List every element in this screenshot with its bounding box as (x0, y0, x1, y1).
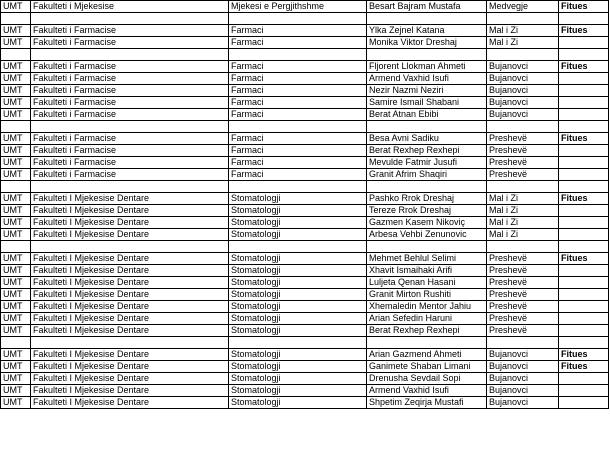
faculty-cell: Fakulteti I Mjekesise Dentare (31, 253, 229, 265)
university-cell: UMT (1, 25, 31, 37)
blank-row (1, 337, 609, 349)
table-row (1, 361, 609, 373)
empty-cell (1, 13, 31, 25)
result-cell: Fitues (559, 61, 609, 73)
university-cell: UMT (1, 349, 31, 361)
empty-cell (1, 337, 31, 349)
program-cell: Stomatologji (229, 301, 367, 313)
result-cell (559, 265, 609, 277)
program-cell: Stomatologji (229, 349, 367, 361)
result-cell: Fitues (559, 133, 609, 145)
result-cell (559, 313, 609, 325)
university-cell: UMT (1, 205, 31, 217)
student-name-cell: Besa Avni Sadiku (367, 133, 487, 145)
table-row (1, 205, 609, 217)
student-name-cell: Granit Afrim Shaqiri (367, 169, 487, 181)
table-row (1, 397, 609, 409)
result-cell (559, 289, 609, 301)
table-row (1, 109, 609, 121)
table-row (1, 193, 609, 205)
table-row (1, 37, 609, 49)
municipality-cell: Bujanovci (487, 373, 559, 385)
faculty-cell: Fakulteti I Mjekesise Dentare (31, 265, 229, 277)
student-name-cell: Nezir Nazmi Neziri (367, 85, 487, 97)
student-name-cell: Arian Sefedin Haruni (367, 313, 487, 325)
program-cell: Farmaci (229, 133, 367, 145)
municipality-cell: Preshevë (487, 325, 559, 337)
empty-cell (31, 121, 229, 133)
table-row (1, 1, 609, 13)
student-name-cell: Drenusha Sevdail Sopi (367, 373, 487, 385)
table-row (1, 73, 609, 85)
faculty-cell: Fakulteti I Mjekesise Dentare (31, 373, 229, 385)
university-cell: UMT (1, 109, 31, 121)
program-cell: Farmaci (229, 37, 367, 49)
empty-cell (229, 181, 367, 193)
student-name-cell: Pashko Rrok Dreshaj (367, 193, 487, 205)
municipality-cell: Medvegje (487, 1, 559, 13)
empty-cell (487, 241, 559, 253)
municipality-cell: Mal i Zi (487, 229, 559, 241)
program-cell: Farmaci (229, 73, 367, 85)
table-row (1, 325, 609, 337)
student-name-cell: Samire Ismail Shabani (367, 97, 487, 109)
program-cell: Farmaci (229, 25, 367, 37)
empty-cell (559, 337, 609, 349)
empty-cell (367, 13, 487, 25)
blank-row (1, 121, 609, 133)
student-name-cell: Ylka Zejnel Katana (367, 25, 487, 37)
municipality-cell: Mal i Zi (487, 217, 559, 229)
university-cell: UMT (1, 85, 31, 97)
university-cell: UMT (1, 301, 31, 313)
empty-cell (559, 49, 609, 61)
university-cell: UMT (1, 277, 31, 289)
result-cell (559, 157, 609, 169)
result-cell (559, 301, 609, 313)
empty-cell (1, 121, 31, 133)
result-cell (559, 385, 609, 397)
faculty-cell: Fakulteti I Mjekesise Dentare (31, 289, 229, 301)
empty-cell (367, 181, 487, 193)
result-cell: Fitues (559, 25, 609, 37)
faculty-cell: Fakulteti I Mjekesise Dentare (31, 205, 229, 217)
municipality-cell: Preshevë (487, 253, 559, 265)
faculty-cell: Fakulteti I Mjekesise Dentare (31, 193, 229, 205)
result-cell (559, 73, 609, 85)
program-cell: Stomatologji (229, 313, 367, 325)
faculty-cell: Fakulteti I Mjekesise Dentare (31, 217, 229, 229)
result-cell: Fitues (559, 361, 609, 373)
result-cell (559, 37, 609, 49)
municipality-cell: Bujanovci (487, 73, 559, 85)
student-name-cell: Luljeta Qenan Hasani (367, 277, 487, 289)
result-cell (559, 277, 609, 289)
faculty-cell: Fakulteti i Farmacise (31, 109, 229, 121)
empty-cell (367, 121, 487, 133)
result-cell (559, 217, 609, 229)
municipality-cell: Preshevë (487, 289, 559, 301)
table-row (1, 277, 609, 289)
faculty-cell: Fakulteti i Farmacise (31, 145, 229, 157)
university-cell: UMT (1, 265, 31, 277)
university-cell: UMT (1, 1, 31, 13)
university-cell: UMT (1, 145, 31, 157)
empty-cell (367, 337, 487, 349)
student-name-cell: Tereze Rrok Dreshaj (367, 205, 487, 217)
municipality-cell: Bujanovci (487, 109, 559, 121)
student-name-cell: Fljorent Llokman Ahmeti (367, 61, 487, 73)
result-cell (559, 85, 609, 97)
university-cell: UMT (1, 397, 31, 409)
municipality-cell: Mal i Zi (487, 25, 559, 37)
municipality-cell: Mal i Zi (487, 37, 559, 49)
student-name-cell: Mevulde Fatmir Jusufi (367, 157, 487, 169)
municipality-cell: Preshevë (487, 145, 559, 157)
university-cell: UMT (1, 229, 31, 241)
university-cell: UMT (1, 325, 31, 337)
university-cell: UMT (1, 73, 31, 85)
faculty-cell: Fakulteti i Farmacise (31, 61, 229, 73)
table-row (1, 301, 609, 313)
student-name-cell: Armend Vaxhid Isufi (367, 385, 487, 397)
faculty-cell: Fakulteti I Mjekesise Dentare (31, 229, 229, 241)
faculty-cell: Fakulteti i Farmacise (31, 25, 229, 37)
result-cell: Fitues (559, 193, 609, 205)
empty-cell (31, 49, 229, 61)
result-cell: Fitues (559, 349, 609, 361)
municipality-cell: Bujanovci (487, 361, 559, 373)
university-cell: UMT (1, 97, 31, 109)
result-cell: Fitues (559, 1, 609, 13)
program-cell: Stomatologji (229, 253, 367, 265)
result-cell (559, 169, 609, 181)
university-cell: UMT (1, 133, 31, 145)
result-cell (559, 145, 609, 157)
program-cell: Farmaci (229, 61, 367, 73)
municipality-cell: Preshevë (487, 169, 559, 181)
municipality-cell: Bujanovci (487, 397, 559, 409)
faculty-cell: Fakulteti i Farmacise (31, 133, 229, 145)
empty-cell (559, 13, 609, 25)
municipality-cell: Bujanovci (487, 349, 559, 361)
empty-cell (31, 337, 229, 349)
program-cell: Stomatologji (229, 193, 367, 205)
table-row (1, 97, 609, 109)
university-cell: UMT (1, 157, 31, 169)
faculty-cell: Fakulteti i Farmacise (31, 85, 229, 97)
program-cell: Mjekesi e Pergjithshme (229, 1, 367, 13)
empty-cell (559, 181, 609, 193)
table-row (1, 385, 609, 397)
program-cell: Stomatologji (229, 265, 367, 277)
student-name-cell: Granit Mirton Rushiti (367, 289, 487, 301)
program-cell: Stomatologji (229, 277, 367, 289)
empty-cell (229, 121, 367, 133)
municipality-cell: Preshevë (487, 277, 559, 289)
student-name-cell: Shpetim Zeqirja Mustafi (367, 397, 487, 409)
university-cell: UMT (1, 313, 31, 325)
faculty-cell: Fakulteti I Mjekesise Dentare (31, 361, 229, 373)
university-cell: UMT (1, 361, 31, 373)
student-name-cell: Mehmet Behlul Selimi (367, 253, 487, 265)
blank-row (1, 49, 609, 61)
empty-cell (31, 13, 229, 25)
faculty-cell: Fakulteti I Mjekesise Dentare (31, 325, 229, 337)
university-cell: UMT (1, 169, 31, 181)
university-cell: UMT (1, 289, 31, 301)
faculty-cell: Fakulteti i Farmacise (31, 157, 229, 169)
result-cell (559, 205, 609, 217)
faculty-cell: Fakulteti i Mjekesise (31, 1, 229, 13)
municipality-cell: Bujanovci (487, 385, 559, 397)
faculty-cell: Fakulteti i Farmacise (31, 37, 229, 49)
empty-cell (229, 49, 367, 61)
faculty-cell: Fakulteti I Mjekesise Dentare (31, 313, 229, 325)
result-cell (559, 373, 609, 385)
program-cell: Stomatologji (229, 229, 367, 241)
table-row (1, 313, 609, 325)
table-row (1, 25, 609, 37)
empty-cell (559, 121, 609, 133)
university-cell: UMT (1, 373, 31, 385)
student-name-cell: Ganimete Shaban Limani (367, 361, 487, 373)
empty-cell (487, 49, 559, 61)
faculty-cell: Fakulteti I Mjekesise Dentare (31, 277, 229, 289)
result-cell (559, 325, 609, 337)
empty-cell (559, 241, 609, 253)
municipality-cell: Bujanovci (487, 97, 559, 109)
table-row (1, 289, 609, 301)
empty-cell (1, 241, 31, 253)
table-row (1, 349, 609, 361)
table-row (1, 157, 609, 169)
student-name-cell: Berat Rexhep Rexhepi (367, 145, 487, 157)
faculty-cell: Fakulteti i Farmacise (31, 97, 229, 109)
faculty-cell: Fakulteti I Mjekesise Dentare (31, 397, 229, 409)
empty-cell (487, 181, 559, 193)
blank-row (1, 13, 609, 25)
university-cell: UMT (1, 253, 31, 265)
student-name-cell: Xhavit Ismaihaki Arifi (367, 265, 487, 277)
table-row (1, 253, 609, 265)
student-name-cell: Berat Rexhep Rexhepi (367, 325, 487, 337)
program-cell: Farmaci (229, 85, 367, 97)
municipality-cell: Bujanovci (487, 85, 559, 97)
result-cell (559, 97, 609, 109)
program-cell: Stomatologji (229, 361, 367, 373)
program-cell: Stomatologji (229, 373, 367, 385)
faculty-cell: Fakulteti i Farmacise (31, 169, 229, 181)
municipality-cell: Preshevë (487, 313, 559, 325)
program-cell: Farmaci (229, 97, 367, 109)
table-row (1, 229, 609, 241)
empty-cell (31, 181, 229, 193)
blank-row (1, 241, 609, 253)
municipality-cell: Preshevë (487, 265, 559, 277)
student-name-cell: Besart Bajram Mustafa (367, 1, 487, 13)
empty-cell (229, 241, 367, 253)
empty-cell (367, 49, 487, 61)
university-cell: UMT (1, 37, 31, 49)
program-cell: Stomatologji (229, 217, 367, 229)
university-cell: UMT (1, 385, 31, 397)
program-cell: Farmaci (229, 145, 367, 157)
empty-cell (229, 337, 367, 349)
program-cell: Stomatologji (229, 397, 367, 409)
table-row (1, 217, 609, 229)
faculty-cell: Fakulteti I Mjekesise Dentare (31, 385, 229, 397)
empty-cell (1, 181, 31, 193)
municipality-cell: Preshevë (487, 133, 559, 145)
program-cell: Stomatologji (229, 325, 367, 337)
empty-cell (229, 13, 367, 25)
table-row (1, 85, 609, 97)
result-cell (559, 109, 609, 121)
program-cell: Stomatologji (229, 205, 367, 217)
program-cell: Stomatologji (229, 385, 367, 397)
municipality-cell: Preshevë (487, 301, 559, 313)
university-cell: UMT (1, 61, 31, 73)
table-row (1, 61, 609, 73)
municipality-cell: Mal i Zi (487, 205, 559, 217)
table-row (1, 169, 609, 181)
municipality-cell: Preshevë (487, 157, 559, 169)
program-cell: Farmaci (229, 109, 367, 121)
university-cell: UMT (1, 217, 31, 229)
faculty-cell: Fakulteti I Mjekesise Dentare (31, 301, 229, 313)
student-name-cell: Monika Viktor Dreshaj (367, 37, 487, 49)
student-name-cell: Xhemaledin Mentor Jahiu (367, 301, 487, 313)
result-cell (559, 229, 609, 241)
student-name-cell: Berat Atnan Ebibi (367, 109, 487, 121)
empty-cell (1, 49, 31, 61)
empty-cell (367, 241, 487, 253)
student-name-cell: Arian Gazmend Ahmeti (367, 349, 487, 361)
empty-cell (487, 13, 559, 25)
empty-cell (487, 337, 559, 349)
student-name-cell: Armend Vaxhid Isufi (367, 73, 487, 85)
student-name-cell: Gazmen Kasem Nikoviç (367, 217, 487, 229)
student-name-cell: Arbesa Vehbi Zenunovic (367, 229, 487, 241)
table-row (1, 145, 609, 157)
municipality-cell: Mal i Zi (487, 193, 559, 205)
program-cell: Farmaci (229, 157, 367, 169)
empty-cell (31, 241, 229, 253)
table-row (1, 265, 609, 277)
blank-row (1, 181, 609, 193)
municipality-cell: Bujanovci (487, 61, 559, 73)
result-cell: Fitues (559, 253, 609, 265)
empty-cell (487, 121, 559, 133)
program-cell: Farmaci (229, 169, 367, 181)
result-cell (559, 397, 609, 409)
faculty-cell: Fakulteti i Farmacise (31, 73, 229, 85)
table-row (1, 373, 609, 385)
university-cell: UMT (1, 193, 31, 205)
table-row (1, 133, 609, 145)
faculty-cell: Fakulteti I Mjekesise Dentare (31, 349, 229, 361)
program-cell: Stomatologji (229, 289, 367, 301)
